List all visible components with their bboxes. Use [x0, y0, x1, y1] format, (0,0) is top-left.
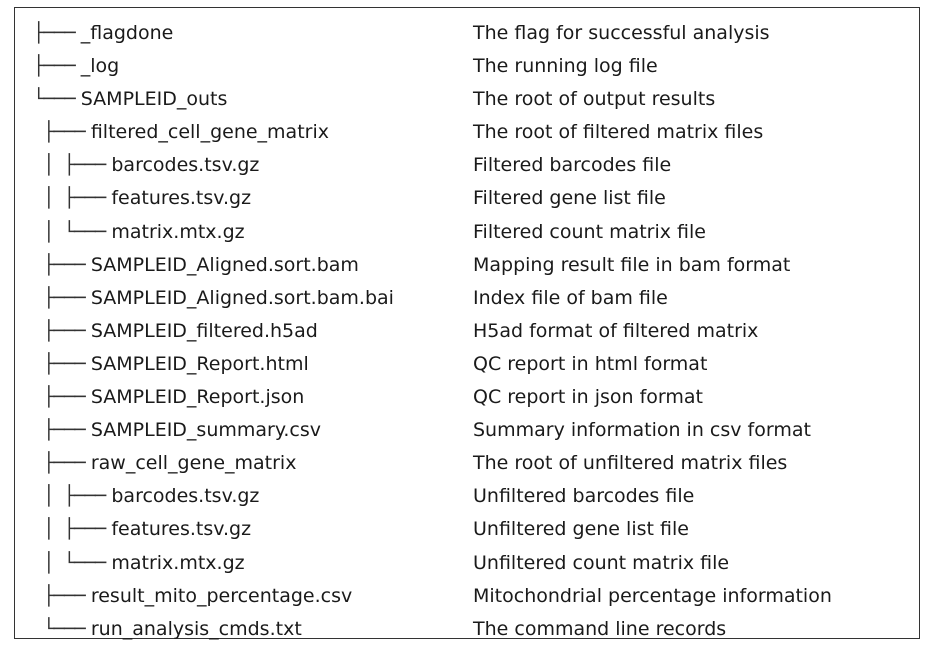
file-name: SAMPLEID_outs — [80, 88, 228, 111]
file-description: Unfiltered barcodes file — [473, 485, 695, 508]
tree-entry — [33, 315, 318, 348]
tree-entry — [33, 149, 259, 182]
tree-entry — [33, 513, 251, 546]
tree-entry — [33, 348, 309, 381]
tree-row — [15, 414, 919, 447]
tree-row — [15, 83, 919, 116]
file-name: _flagdone — [80, 22, 174, 44]
tree-entry — [33, 216, 245, 249]
tree-entry — [33, 580, 352, 613]
file-name: _log — [80, 55, 120, 78]
tree-entry — [33, 83, 227, 116]
tree-branch-prefix: ├─── — [33, 452, 85, 475]
tree-row — [15, 182, 919, 215]
tree-row — [15, 547, 919, 580]
tree-entry — [33, 249, 359, 282]
file-name: result_mito_percentage.csv — [90, 584, 353, 607]
tree-row — [15, 17, 919, 50]
tree-branch-prefix: ├─── — [33, 22, 75, 44]
file-description: QC report in html format — [473, 352, 708, 375]
tree-row — [15, 348, 919, 381]
tree-row — [15, 580, 919, 613]
tree-entry — [33, 613, 302, 646]
file-name: SAMPLEID_filtered.h5ad — [90, 319, 318, 342]
tree-entry — [33, 50, 119, 83]
tree-entry — [33, 447, 296, 480]
tree-row — [15, 315, 919, 348]
tree-row — [15, 381, 919, 414]
tree-branch-prefix: ├─── — [33, 352, 85, 375]
file-name: matrix.mtx.gz — [111, 220, 245, 243]
file-description: The root of output results — [473, 88, 716, 111]
tree-branch-prefix: ├─── — [33, 419, 85, 442]
tree-row — [15, 447, 919, 480]
file-description: H5ad format of filtered matrix — [473, 319, 759, 342]
tree-branch-prefix: ├─── — [33, 319, 85, 342]
file-description: Unfiltered count matrix file — [473, 551, 730, 574]
file-tree-rows — [15, 17, 919, 646]
tree-entry — [33, 182, 251, 215]
tree-entry — [33, 480, 259, 513]
file-name: barcodes.tsv.gz — [111, 154, 260, 177]
tree-branch-prefix: │ ├─── — [33, 187, 106, 210]
tree-row — [15, 513, 919, 546]
file-description: The running log file — [473, 55, 658, 78]
tree-branch-prefix: ├─── — [33, 584, 85, 607]
tree-row — [15, 249, 919, 282]
file-description: The flag for successful analysis — [473, 22, 770, 44]
file-tree-table — [14, 7, 920, 639]
tree-entry — [33, 547, 245, 580]
tree-entry — [33, 414, 321, 447]
tree-branch-prefix: │ └─── — [33, 551, 106, 574]
file-description: Filtered barcodes file — [473, 154, 672, 177]
file-name: SAMPLEID_Aligned.sort.bam.bai — [90, 286, 394, 309]
file-description: Mitochondrial percentage information — [473, 584, 832, 607]
file-description: The root of unfiltered matrix files — [473, 452, 788, 475]
tree-branch-prefix: ├─── — [33, 253, 85, 276]
tree-branch-prefix: │ └─── — [33, 220, 106, 243]
file-name: raw_cell_gene_matrix — [90, 452, 297, 475]
tree-row — [15, 149, 919, 182]
file-name: SAMPLEID_Report.html — [90, 352, 309, 375]
tree-entry — [33, 17, 173, 50]
file-name: matrix.mtx.gz — [111, 551, 245, 574]
tree-entry — [33, 116, 329, 149]
tree-row — [15, 613, 919, 646]
file-name: SAMPLEID_Report.json — [90, 386, 305, 409]
tree-branch-prefix: └─── — [33, 88, 75, 111]
tree-branch-prefix: │ ├─── — [33, 485, 106, 508]
tree-branch-prefix: ├─── — [33, 386, 85, 409]
tree-entry — [33, 282, 394, 315]
file-description: The root of filtered matrix files — [473, 121, 764, 144]
tree-branch-prefix: ├─── — [33, 286, 85, 309]
tree-branch-prefix: └─── — [33, 617, 85, 640]
file-name: features.tsv.gz — [111, 518, 252, 541]
file-name: SAMPLEID_summary.csv — [90, 419, 322, 442]
tree-row — [15, 216, 919, 249]
file-description: Filtered count matrix file — [473, 220, 706, 243]
file-name: run_analysis_cmds.txt — [90, 617, 302, 640]
tree-row — [15, 282, 919, 315]
tree-row — [15, 50, 919, 83]
tree-row — [15, 116, 919, 149]
file-name: SAMPLEID_Aligned.sort.bam — [90, 253, 359, 276]
file-name: barcodes.tsv.gz — [111, 485, 260, 508]
file-description: The command line records — [473, 617, 727, 640]
file-description: Summary information in csv format — [473, 419, 811, 442]
file-name: features.tsv.gz — [111, 187, 252, 210]
file-description: Mapping result file in bam format — [473, 253, 791, 276]
file-name: filtered_cell_gene_matrix — [90, 121, 329, 144]
tree-branch-prefix: ├─── — [33, 121, 85, 144]
tree-entry — [33, 381, 304, 414]
tree-row — [15, 480, 919, 513]
tree-branch-prefix: ├─── — [33, 55, 75, 78]
file-description: QC report in json format — [473, 386, 703, 409]
tree-branch-prefix: │ ├─── — [33, 154, 106, 177]
file-description: Unfiltered gene list file — [473, 518, 689, 541]
tree-branch-prefix: │ ├─── — [33, 518, 106, 541]
file-description: Index file of bam file — [473, 286, 668, 309]
file-description: Filtered gene list file — [473, 187, 666, 210]
